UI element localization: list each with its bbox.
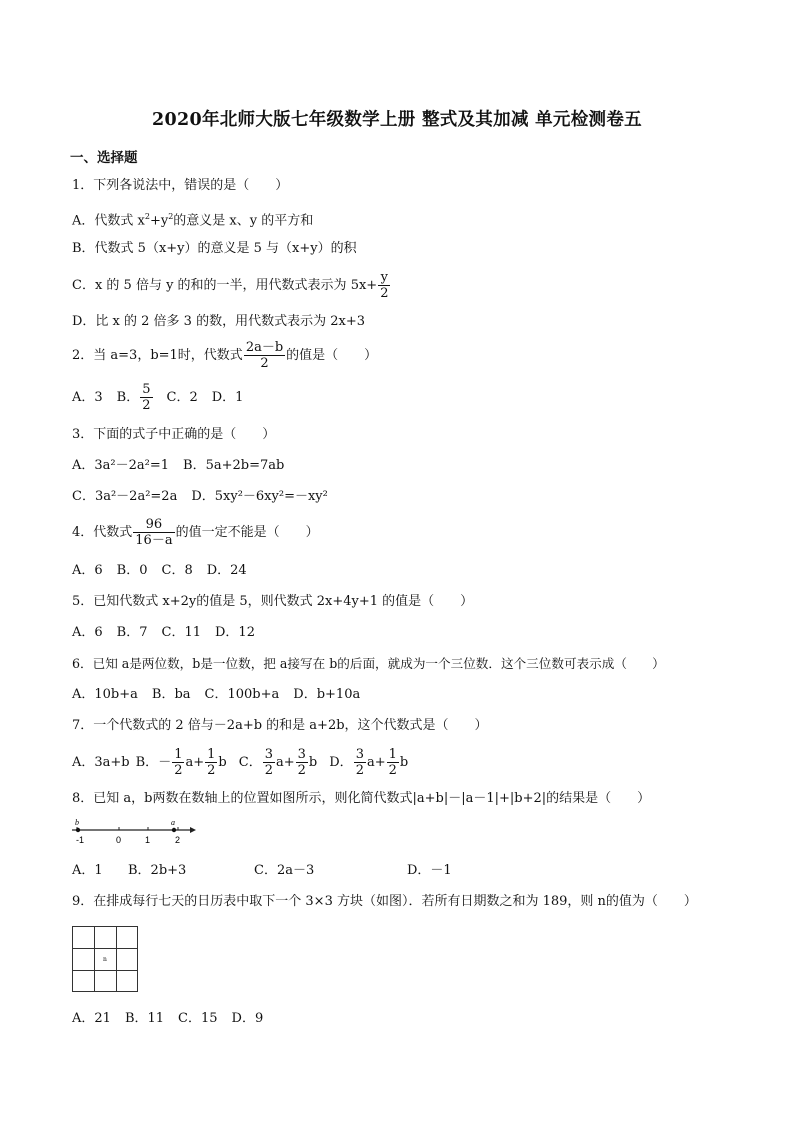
q6-option-b: B．ba (151, 687, 191, 702)
question-7-stem: 7．一个代数式的 2 倍与－2a+b 的和是 a+2b，这个代数式是（ ） (72, 718, 488, 733)
q7-option-c-pre: C． (238, 755, 262, 770)
axis-label-neg1: -1 (76, 835, 85, 845)
question-4-stem (72, 517, 319, 548)
question-1-option-b: B．代数式 5（x+y）的意义是 5 与（x+y）的积 (72, 241, 357, 256)
number-line-figure (70, 818, 196, 846)
calendar-grid-figure (72, 926, 138, 992)
q4-frac-den: 16－a (135, 533, 173, 548)
question-8-stem: 8．已知 a，b两数在数轴上的位置如图所示，则化简代数式|a+b|－|a－1|+|b+2|的结果是（ ） (72, 791, 651, 806)
point-b-label: b (75, 818, 79, 827)
q2-frac-den: 2 (260, 356, 269, 371)
q7-b-frac1 (172, 747, 184, 778)
grid-line-h1 (73, 948, 137, 949)
q3-option-b: B．5a+2b=7ab (183, 458, 285, 473)
q3-option-d: D．5xy²－6xy²=－xy² (191, 489, 328, 504)
axis-label-2: 2 (175, 835, 181, 845)
q8-option-b: B．2b+3 (128, 863, 187, 878)
section-heading: 一、选择题 (70, 150, 138, 166)
question-7-options (72, 747, 408, 778)
q2-stem-post: 的值是（ ） (286, 348, 378, 363)
q7-d-frac2-den: 2 (388, 763, 397, 778)
q4-option-c: C．8 (161, 563, 193, 578)
q5-option-a: A．6 (72, 625, 103, 640)
point-a-label: a (171, 818, 175, 827)
q9-option-d: D．9 (231, 1011, 264, 1026)
q7-d-frac2 (387, 747, 399, 778)
question-4-options (72, 563, 261, 579)
q4-option-a: A．6 (72, 563, 103, 578)
q9-option-b: B．11 (124, 1011, 165, 1026)
q2-option-b-fraction (140, 382, 152, 413)
page-title: 2020年北师大版七年级数学上册 整式及其加减 单元检测卷五 (152, 110, 642, 130)
q2-fraction (244, 340, 285, 371)
q7-d-frac1-den: 2 (355, 763, 364, 778)
q7-b-frac2-den: 2 (207, 763, 216, 778)
q2-b-den: 2 (142, 398, 151, 413)
question-3-stem: 3．下面的式子中正确的是（ ） (72, 427, 276, 442)
q7-option-a: A．3a+b (72, 755, 130, 770)
q1-c-num: y (378, 270, 390, 286)
q4-option-d: D．24 (206, 563, 247, 578)
q7-c-bend: b (308, 755, 318, 770)
q1-c-pre: C．x 的 5 倍与 y 的和的一半，用代数式表示为 5x+ (72, 278, 378, 293)
q3-option-a: A．3a²－2a²=1 (72, 458, 170, 473)
grid-line-v1 (94, 927, 95, 991)
q2-option-a: A．3 (72, 390, 103, 405)
question-2-options (72, 382, 257, 413)
q8-option-c: C．2a－3 (254, 863, 315, 878)
q7-d-frac2-num: 1 (388, 747, 397, 762)
point-a-dot (172, 828, 176, 832)
q7-d-frac1-num: 3 (355, 747, 364, 762)
q7-c-frac1-den: 2 (264, 763, 273, 778)
q7-c-frac2 (296, 747, 308, 778)
grid-center-label: n (103, 956, 107, 963)
q7-b-frac1-num: 1 (174, 747, 183, 762)
q1-a-pre: A．代数式 x (72, 213, 145, 229)
q4-fraction (133, 517, 174, 548)
axis-label-1: 1 (145, 835, 151, 845)
q9-option-a: A．21 (72, 1011, 111, 1026)
q7-d-aplus: a+ (366, 755, 386, 770)
q2-option-b-pre: B． (116, 390, 140, 405)
q1-a-sup1: 2 (144, 212, 150, 221)
q3-option-c: C．3a²－2a²=2a (72, 489, 178, 504)
question-3-options-cd (72, 489, 342, 505)
q8-option-a: A．1 (72, 863, 103, 878)
q7-b-sign: － (158, 755, 172, 770)
q6-option-c: C．100b+a (204, 687, 280, 702)
q7-c-aplus: a+ (275, 755, 295, 770)
q7-c-frac2-den: 2 (297, 763, 306, 778)
q2-option-c: C．2 (166, 390, 198, 405)
q7-c-frac2-num: 3 (297, 747, 306, 762)
q5-option-c: C．11 (161, 625, 201, 640)
q2-frac-num: 2a－b (245, 340, 284, 355)
q7-b-frac2-num: 1 (207, 747, 216, 762)
grid-line-v2 (116, 927, 117, 991)
q8-option-d: D．－1 (407, 863, 452, 878)
point-b-dot (76, 828, 80, 832)
q2-option-d: D．1 (211, 390, 244, 405)
q4-option-b: B．0 (116, 563, 148, 578)
question-1-option-a (72, 209, 313, 229)
q1-c-fraction (378, 270, 390, 301)
question-6-options (72, 687, 374, 703)
q7-b-frac1-den: 2 (174, 763, 183, 778)
q4-stem-pre: 4．代数式 (72, 525, 133, 540)
q4-frac-num: 96 (133, 517, 174, 533)
q7-d-frac1 (354, 747, 366, 778)
q1-c-den: 2 (380, 286, 389, 301)
q7-option-b-pre: B． (135, 755, 159, 770)
q6-option-d: D．b+10a (293, 687, 361, 702)
q7-d-bend: b (399, 755, 409, 770)
question-9-options (72, 1011, 277, 1027)
question-5-stem: 5．已知代数式 x+2y的值是 5，则代数式 2x+4y+1 的值是（ ） (72, 594, 474, 609)
grid-line-h2 (73, 970, 137, 971)
q5-option-d: D．12 (215, 625, 255, 640)
question-2-stem (72, 340, 377, 371)
axis-label-0: 0 (116, 835, 122, 845)
q6-option-a: A．10b+a (72, 687, 138, 702)
q7-c-frac1 (263, 747, 275, 778)
q9-option-c: C．15 (178, 1011, 218, 1026)
q2-stem-pre: 2．当 a=3，b=1时，代数式 (72, 348, 243, 363)
question-3-options-ab (72, 458, 298, 474)
q1-a-sup2: 2 (168, 212, 174, 221)
question-1-stem: 1．下列各说法中，错误的是（ ） (72, 178, 289, 193)
question-1-option-c (72, 270, 391, 301)
question-1-option-d: D．比 x 的 2 倍多 3 的数，用代数式表示为 2x+3 (72, 314, 365, 329)
q2-b-num: 5 (142, 382, 151, 397)
q7-option-d-pre: D． (329, 755, 353, 770)
q5-option-b: B．7 (116, 625, 148, 640)
q7-b-frac2 (205, 747, 217, 778)
q1-a-post: 的意义是 x、y 的平方和 (173, 213, 314, 229)
arrow-right-icon (190, 827, 196, 833)
q4-stem-post: 的值一定不能是（ ） (175, 525, 319, 540)
q7-c-frac1-num: 3 (264, 747, 273, 762)
q7-b-aplus: a+ (185, 755, 205, 770)
question-9-stem: 9．在排成每行七天的日历表中取下一个 3×3 方块（如图）．若所有日期数之和为 189，则 n的值为（ ） (72, 894, 697, 909)
q7-b-bend: b (218, 755, 227, 770)
question-5-options (72, 625, 269, 641)
q1-a-plus: +y (149, 213, 169, 229)
question-6-stem: 6．已知 a是两位数，b是一位数，把 a接写在 b的后面，就成为一个三位数．这个三位数可表示成（ ） (72, 656, 665, 671)
